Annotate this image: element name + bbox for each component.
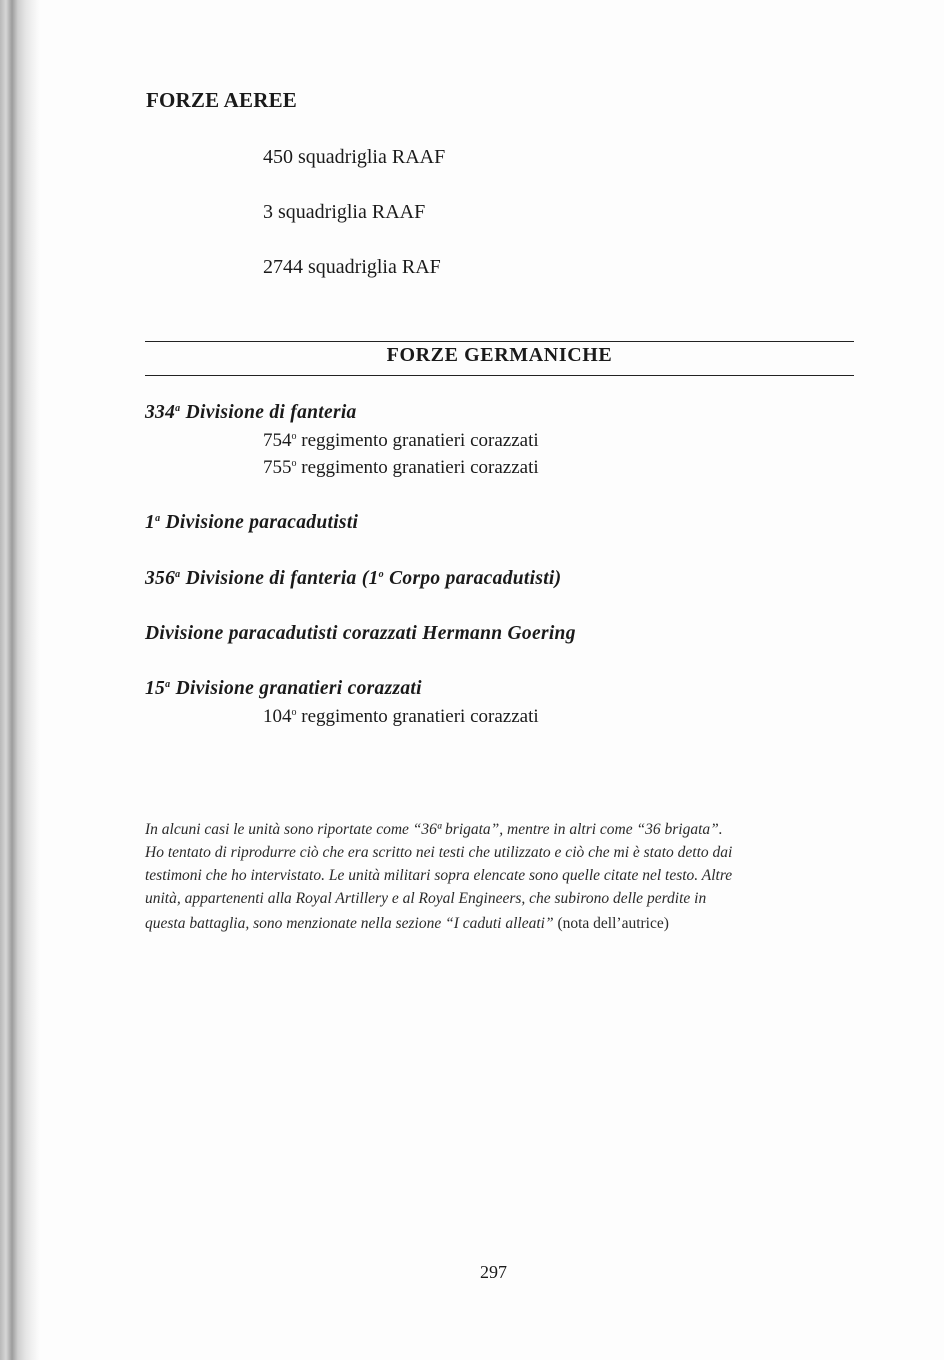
top-rule xyxy=(145,341,854,342)
ordinal-mark: a xyxy=(165,679,171,690)
ordinal-mark: a xyxy=(175,569,181,580)
division-number: 334 xyxy=(145,402,176,423)
division-heading xyxy=(145,512,358,534)
ordinal-mark: o xyxy=(291,707,297,718)
regiment-item xyxy=(263,706,539,728)
regiment-name: reggimento granatieri corazzati xyxy=(296,706,539,727)
regiment-item xyxy=(263,430,539,452)
division-heading xyxy=(145,678,422,700)
footnote-line: testimoni che ho intervistato. Le unità militari sopra elencate sono quelle citate nel testo. Altre xyxy=(145,867,733,884)
regiment-name: reggimento granatieri corazzati xyxy=(296,430,539,451)
ordinal-mark: o xyxy=(291,458,297,469)
division-number: 356 xyxy=(145,568,176,589)
regiment-number: 104 xyxy=(263,706,292,727)
division-name: Divisione di fanteria xyxy=(180,402,357,423)
footnote-line xyxy=(145,912,669,935)
footnote-line: Ho tentato di riprodurre ciò che era scritto nei testi che utilizzato e ciò che mi è stato detto dai xyxy=(145,844,733,861)
footnote-line: unità, appartenenti alla Royal Artillery e al Royal Engineers, che subirono delle perdite in xyxy=(145,890,707,907)
division-heading xyxy=(145,568,561,590)
air-unit-item: 2744 squadriglia RAF xyxy=(263,256,441,278)
division-name: Divisione granatieri corazzati xyxy=(170,678,422,699)
air-forces-title: FORZE AEREE xyxy=(146,88,297,112)
regiment-number: 755 xyxy=(263,457,292,478)
air-unit-item: 450 squadriglia RAAF xyxy=(263,146,446,168)
division-name: Divisione di fanteria (1 xyxy=(180,568,379,589)
page-number: 297 xyxy=(480,1262,507,1282)
ordinal-mark: o xyxy=(378,569,384,580)
german-forces-title: FORZE GERMANICHE xyxy=(386,344,613,366)
air-unit-item: 3 squadriglia RAAF xyxy=(263,201,426,223)
division-heading xyxy=(145,402,357,424)
regiment-item xyxy=(263,457,539,479)
spine-shadow xyxy=(0,0,40,1360)
division-number: 15 xyxy=(145,678,166,699)
division-heading xyxy=(145,623,576,645)
division-name: Divisione paracadutisti xyxy=(160,512,359,533)
division-number: 1 xyxy=(145,512,156,533)
ordinal-mark: a xyxy=(175,403,181,414)
division-name-suffix: Corpo paracadutisti) xyxy=(383,568,562,589)
ordinal-mark: o xyxy=(291,431,297,442)
footnote-line: In alcuni casi le unità sono riportate come “36ª brigata”, mentre in altri come “36 brigata”. xyxy=(145,821,723,838)
footnote-text: questa battaglia, sono menzionate nella sezione “I caduti alleati” xyxy=(145,915,554,932)
bottom-rule xyxy=(145,375,854,376)
regiment-number: 754 xyxy=(263,430,292,451)
division-name: Divisione paracadutisti corazzati Hermann Goering xyxy=(145,623,576,644)
ordinal-mark: a xyxy=(155,513,161,524)
regiment-name: reggimento granatieri corazzati xyxy=(296,457,539,478)
footnote-attribution: (nota dell’autrice) xyxy=(553,915,669,932)
